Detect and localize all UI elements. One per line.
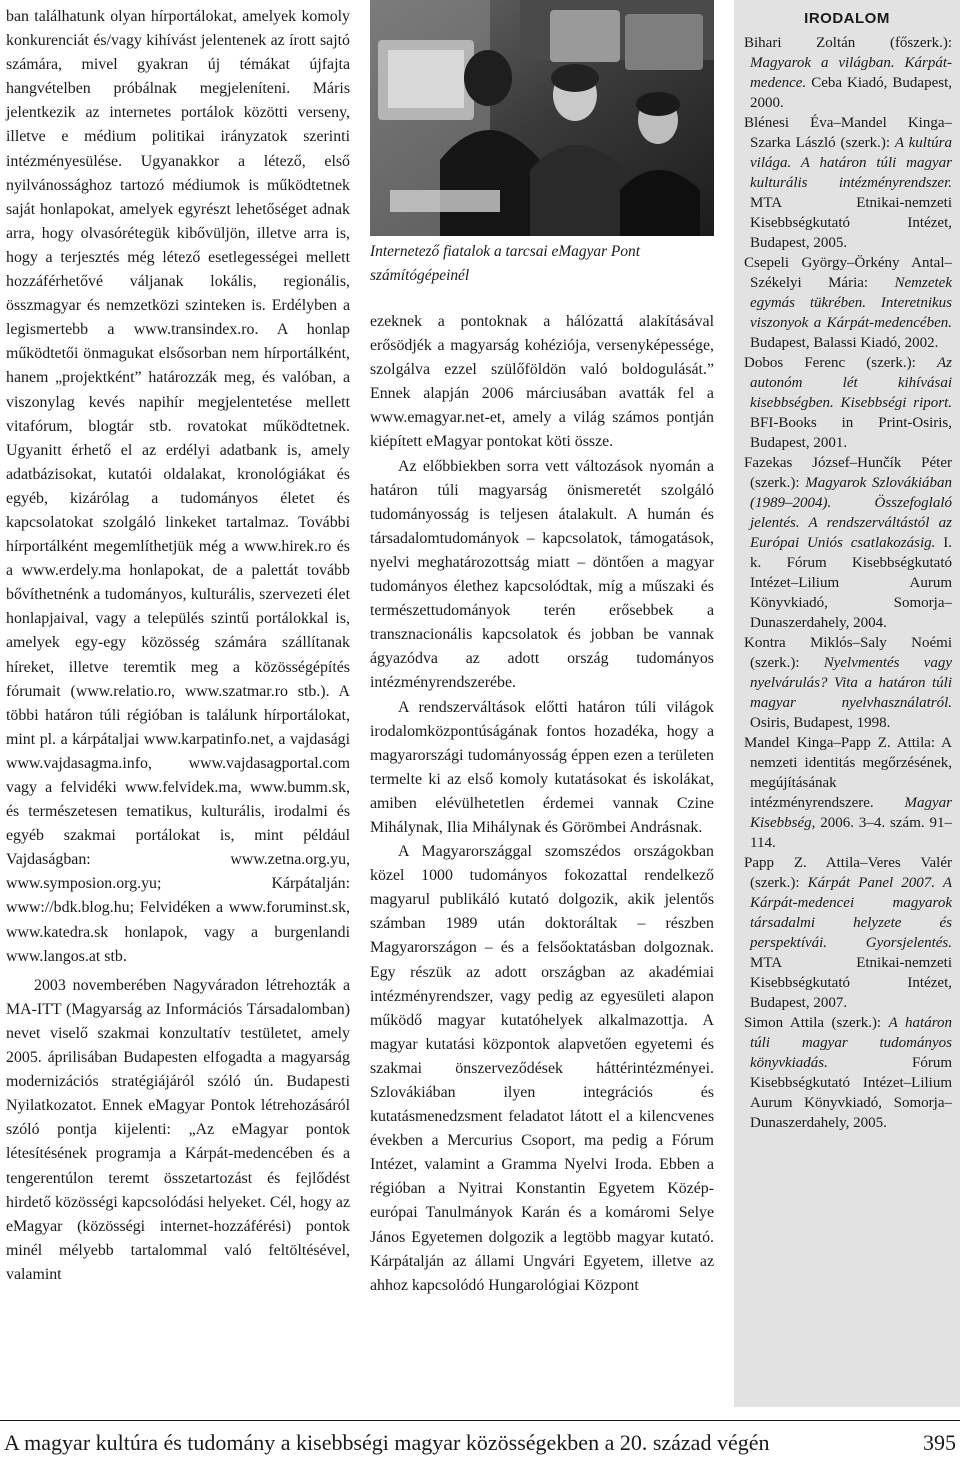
literature-item: Fazekas József–Hunčík Péter (szerk.): Magyarok Szlovákiában (1989–2004). Összefoglaló jelentés. A rendszerváltástól az Európai Uniós csatlakozásig. I. k. Fórum Kisebbségkutató Intézet–Lilium Aurum Könyvkiadó, Somorja–Dunaszerdahely, 2004. [744,455,952,631]
running-title: A magyar kultúra és tudomány a kisebbségi magyar közösségekben a 20. század végén [4,1430,770,1455]
body-paragraph: Az előbbiekben sorra vett változások nyomán a határon túli magyarság önismeretét szolgáló tudományosság is teljesen átalakult. A humán és társadalomtudományok – kapcsolatok, támogatások, nyelvi meghatározottság miatt – döntően a magyar tudományos élethez kapcsolódtak, míg a műszaki és természettudományok terén erősebbek a transznacionális kapcsolatok és jobban be vannak ágyazódva az adott ország tudományos intézményrendszerébe. [370,457,714,692]
body-paragraph: A Magyarországgal szomszédos országokban közel 1000 tudományos fokozattal rendelkező magyarul publikáló kutató dolgozik, akik jelentős számban 1989 után doktoráltak – részben Magyarországon – és a felsőoktatásban dolgoznak. Egy részük az adott országban az akadémiai intézményrendszer, vagy pedig az egyesületi alapon működő magyar kutatóhelyek alkalmazottja. A magyar kutatási központok alapvetően egyetemi és szakmai önszerveződések háttérintézményei. Szlovákiában ilyen integrációs és kutatásmenedzsment feladatot látott el a kilencvenes években a Mercurius Csoport, ma pedig a Fórum Intézet, valamint a Gramma Nyelvi Iroda. Ebben a régióban a Nyitrai Konstantin Egyetem Közép-európai Tanulmányok Karán és a komáromi Selye János Egyetemen dolgozik a legtöbb magyar kutató. Kárpátalján az állami Ungvári Egyetem, illetve az ahhoz kapcsolódó Hungarológiai Központ [370,843,714,1294]
body-paragraph: A rendszerváltások előtti határon túli világok irodalomközpontúságának fontos hozadéka, hogy a magyarországi tudományosság éppen ezen a területen termelte ki az első komoly kutatásokat és iskolákat, amiben elévülhetetlen érdemei vannak Czine Mihálynak, Ilia Mihálynak és Görömbei Andrásnak. [370,698,714,836]
photo-caption: Internetező fiatalok a tarcsai eMagyar Pont számítógépeinél [370,243,640,284]
literature-title: IRODALOM [804,10,890,27]
literature-item: Dobos Ferenc (szerk.): Az autonóm lét kihívásai kisebbségben. Kisebbségi riport. BFI-Books in Print-Osiris, Budapest, 2001. [744,355,952,451]
page-number: 395 [923,1430,956,1455]
photo-illustration [370,0,714,236]
literature-item: Csepeli György–Örkény Antal–Székelyi Mária: Nemzetek egymás tükrében. Interetnikus viszonyok a Kárpát-medencében. Budapest, Balassi Kiadó, 2002. [744,255,952,351]
left-column [6,0,350,1287]
page-footer [0,1420,960,1464]
literature-item: Simon Attila (szerk.): A határon túli magyar tudományos könyvkiadás. Fórum Kisebbségkutató Intézet–Lilium Aurum Könyvkiadó, Somorja–Dunaszerdahely, 2005. [744,1015,952,1131]
literature-list [734,33,960,1133]
middle-column [370,0,714,1298]
literature-item: Kontra Miklós–Saly Noémi (szerk.): Nyelvmentés vagy nyelvárulás? Vita a határon túli magyar nyelvhasználatról. Osiris, Budapest, 1998. [744,635,952,731]
photo-internet-users [370,0,714,236]
literature-item: Papp Z. Attila–Veres Valér (szerk.): Kárpát Panel 2007. A Kárpát-medencei magyarok társadalmi helyzete és perspektívái. Gyorsjelentés. MTA Etnikai-nemzeti Kisebbségkutató Intézet, Budapest, 2007. [744,855,953,1011]
body-paragraph: 2003 novemberében Nagyváradon létrehozták a MA-ITT (Magyarság az Információs Társadalomban) nevet viselő szakmai konzultatív testületet, amely 2005. áprilisában Budapesten elfogadta a magyarság modernizációs stratégiájáról szóló ún. Budapesti Nyilatkozatot. Ennek eMagyar Pontok létrehozásáról szóló pontja kijelenti: „Az eMagyar pontok létesítésének programja a Kárpát-medencében és a tengerentúlon teremt összetartozást és fejlődést hirdető közösségi kapcsolódási helyeket. Cél, hogy az eMagyar (közösségi internet-hozzáférési) pontok minél mélyebb tartalommal való feltöltésével, valamint [6,976,350,1283]
body-paragraph: ban találhatunk olyan hírportálokat, amelyek komoly konkurenciát és/vagy kihívást jelentenek az írott sajtó számára, mivel gyakran új témákat újfajta hangvételben próbálnak megjeleníteni. Máris jelentkezik az internetes portálok közötti verseny, illetve e médium politikai irányzatok szerinti intézményesülése. Ugyanakkor a létező, első nyilvánossághoz tartozó médiumok is működtetnek saját honlapokat, amelyek egyrészt lehetőséget adnak arra, hogy olvasórétegük kibővüljön, illetve arra is, hogy a terjesztés még létező esetlegességei mellett hozzáférhetővé váljanak lokális, regionális, összmagyar és nemzetközi szinteken is. Erdélyben a legismertebb a www.transindex.ro. A honlap működtetői önmagukat elsősorban nem hírportálként, hanem „projektként” határozzák meg, és valóban, a viszonylag kevés napihír megjelentetése mellett vitafórum, blogtár stb. rovatokat működtetnek. Ugyanitt érhető el az erdélyi adatbank is, amely adatbázisokat, kutatói oldalakat, kronológiákat és egyéb, kizárólag a tudományos életet és kapcsolatokat szolgáló linkeket tartalmaz. További hírportálként megemlíthetjük még a www.hirek.ro és a www.erdely.ma honlapokat, de a palettát tovább bővíthetnénk a tudományos, kulturális, szervezeti élet honlapjaival, vagy a település szintű portálokkal is, amelyek egy-egy közösség számára szállítanak híreket, illetve teremtik meg a közösségépítés fórumait (www.relatio.ro, www.szatmar.ro stb.). A többi határon túli régióban is találunk hírportálokat, mint pl. a kárpátaljai www.karpatinfo.net, a vajdasági www.vajdasagma.info, www.vajdasagportal.com vagy a felvidéki www.felvidek.ma, www.bumm.sk, és természetesen tematikus, kulturális, irodalmi és egyéb szakmai portálokat is, mint például Vajdaságban: www.zetna.org.yu, www.symposion.org.yu; Kárpátalján: www://bdk.blog.hu; Felvidéken a www.foruminst.sk, www.katedra.sk honlapok, vagy a burgenlandi www.langos.at stb. [6,8,350,965]
literature-item: Bihari Zoltán (főszerk.): Magyarok a világban. Kárpát-medence. Ceba Kiadó, Budapest, 2000. [744,35,952,111]
literature-sidebar [734,0,960,1407]
body-paragraph: ezeknek a pontoknak a hálózattá alakításával erősödjék a magyarság kohéziója, versenyképessége, szolgálva ezzel szülőföldön való boldogulását.” Ennek alapján 2006 márciusában avatták fel a www.emagyar.net-et, amely a világ számos pontján kiépített eMagyar pontokat köti össze. [370,313,714,451]
literature-item: Blénesi Éva–Mandel Kinga–Szarka László (szerk.): A kultúra világa. A határon túli magyar kulturális intézményrendszer. MTA Etnikai-nemzeti Kisebbségkutató Intézet, Budapest, 2005. [744,115,952,251]
literature-item: Mandel Kinga–Papp Z. Attila: A nemzeti identitás megőrzésének, megújításának intézményrendszere. Magyar Kisebbség, 2006. 3–4. szám. 91–114. [744,735,952,851]
